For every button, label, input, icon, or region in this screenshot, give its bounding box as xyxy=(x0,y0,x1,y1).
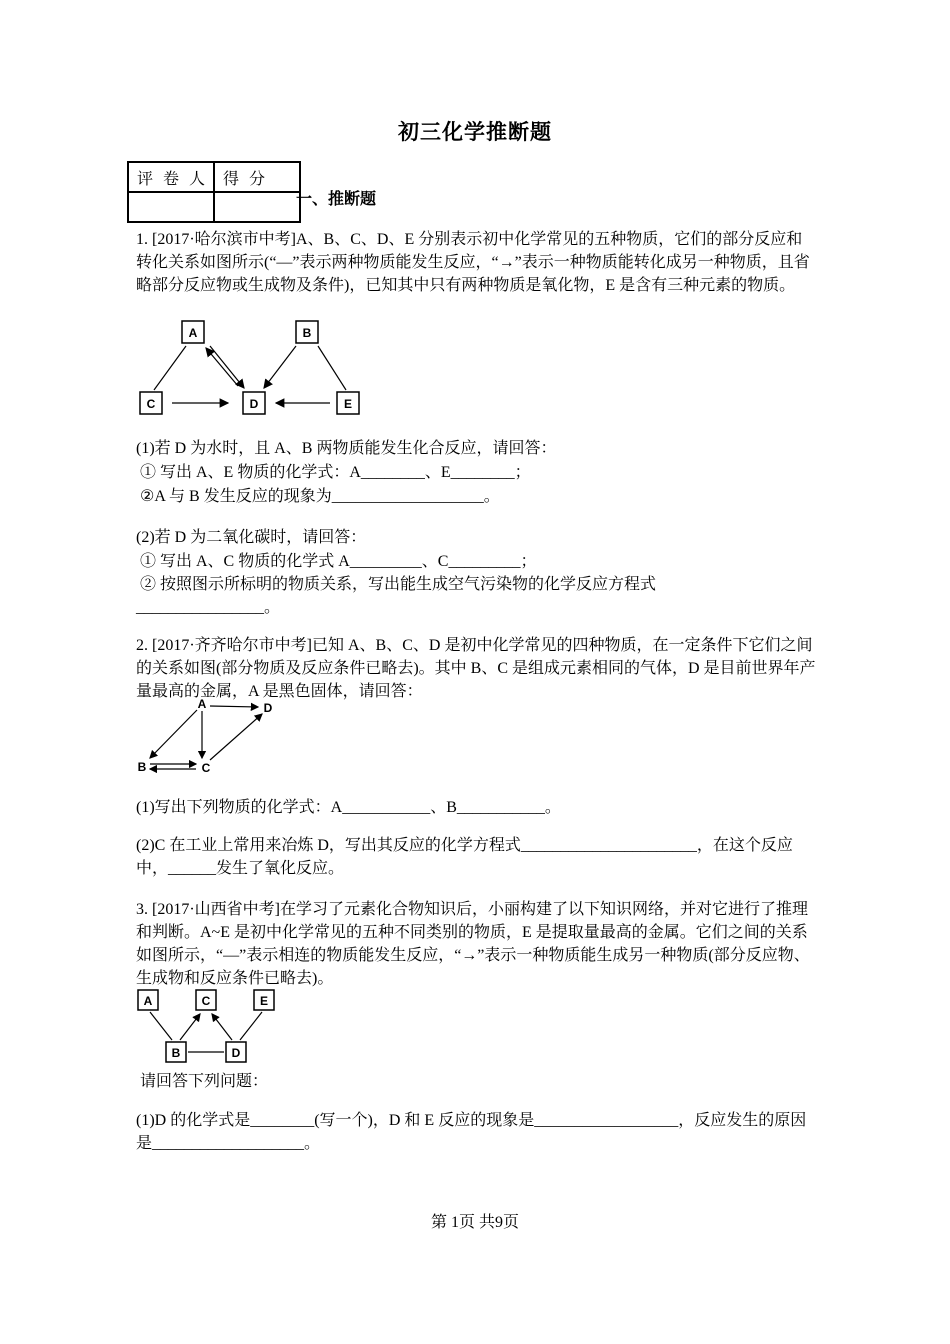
q2-diagram xyxy=(132,696,282,778)
q1-edge-d-a xyxy=(206,348,238,386)
q2-node-c: C xyxy=(201,761,211,775)
score-table xyxy=(127,161,301,223)
svg-text:D: D xyxy=(231,1046,241,1060)
q3-node-e xyxy=(254,990,274,1010)
q3-edge-d-c xyxy=(212,1014,232,1040)
q1-node-a xyxy=(182,321,204,343)
q1-edge-b-e xyxy=(318,346,346,390)
q2-edge-a-d xyxy=(210,706,258,707)
svg-text:B: B xyxy=(302,326,312,340)
q2-edge-c-d xyxy=(210,714,262,760)
score-label: 得 分 xyxy=(214,162,300,192)
q1-edge-a-d xyxy=(210,346,244,388)
q1-node-e xyxy=(337,392,359,414)
q2-part1: (1)写出下列物质的化学式：A___________、B___________。 xyxy=(136,799,561,816)
q2-part2: (2)C 在工业上常用来冶炼 D，写出其反应的化学方程式______________________，在这个反应中，______发生了氧化反应。 xyxy=(136,837,793,877)
q2-edge-a-b xyxy=(150,710,197,758)
q1-intro: 1. [2017·哈尔滨市中考]A、B、C、D、E 分别表示初中化学常见的五种物质，它们的部分反应和转化关系如图所示(“—”表示两种物质能发生反应，“→”表示一种物质能转化成另一种物质，且省略部分反应物或生成物及条件)，已知其中只有两种物质是氧化物，E 是含有三种元素的物质。 xyxy=(136,231,810,294)
q1-node-c xyxy=(140,392,162,414)
q1-diagram xyxy=(130,316,370,421)
grader-label: 评 卷 人 xyxy=(128,162,214,192)
q1-part2-head: (2)若 D 为二氧化碳时，请回答： xyxy=(136,529,367,546)
q1-part1-b: ②A 与 B 发生反应的现象为___________________。 xyxy=(136,488,500,505)
svg-text:D: D xyxy=(249,397,259,411)
q1-part1-a: ① 写出 A、E 物质的化学式：A________、E________； xyxy=(136,464,531,481)
q3-intro: 3. [2017·山西省中考]在学习了元素化合物知识后，小丽构建了以下知识网络，并对它进行了推理和判断。A~E 是初中化学常见的五种不同类别的物质，E 是提取量最高的金属。它们之间的关系如图所示，“—”表示相连的物质能发生反应，“→”表示一种物质能生成另一种物质(部分反应物、生成物和反应条件已略去)。 xyxy=(136,901,810,987)
q2-node-d: D xyxy=(263,701,273,715)
q3-node-d xyxy=(226,1042,246,1062)
q1-node-d xyxy=(243,392,265,414)
page-title: 初三化学推断题 xyxy=(398,120,552,144)
q3-node-a xyxy=(138,990,158,1010)
svg-text:A: A xyxy=(188,326,198,340)
q3-edge-b-c xyxy=(180,1014,200,1040)
q1-part2-c: ________________。 xyxy=(136,599,281,616)
q2-intro: 2. [2017·齐齐哈尔市中考]已知 A、B、C、D 是初中化学常见的四种物质，在一定条件下它们之间的关系如图(部分物质及反应条件已略去)。其中 B、C 是组成元素相同的气体，D 是目前世界年产量最高的金属，A 是黑色固体，请回答： xyxy=(136,637,816,700)
q2-node-a: A xyxy=(197,697,207,711)
svg-text:B: B xyxy=(171,1046,181,1060)
q3-edge-d-e xyxy=(240,1012,262,1040)
grader-cell[interactable] xyxy=(128,192,214,222)
q3-part1: (1)D 的化学式是________(写一个)，D 和 E 反应的现象是__________________，反应发生的原因是___________________。 xyxy=(136,1112,807,1152)
svg-text:C: C xyxy=(146,397,156,411)
section-heading: 一、推断题 xyxy=(296,191,377,208)
score-cell[interactable] xyxy=(214,192,300,222)
q3-node-b xyxy=(166,1042,186,1062)
svg-text:C: C xyxy=(201,994,211,1008)
q3-node-c xyxy=(196,990,216,1010)
q1-part2-b: ② 按照图示所标明的物质关系，写出能生成空气污染物的化学反应方程式 xyxy=(136,576,657,593)
q1-part1-head: (1)若 D 为水时，且 A、B 两物质能发生化合反应，请回答： xyxy=(136,440,557,457)
q3-prompt: 请回答下列问题： xyxy=(136,1073,269,1090)
q1-edge-a-c xyxy=(154,346,186,390)
svg-text:A: A xyxy=(143,994,153,1008)
q1-part2-a: ① 写出 A、C 物质的化学式 A_________、C_________； xyxy=(136,553,537,570)
svg-text:E: E xyxy=(343,397,353,411)
q2-node-b: B xyxy=(137,760,147,774)
page-footer: 第 1页 共9页 xyxy=(430,1214,519,1231)
q1-node-b xyxy=(296,321,318,343)
q3-edge-a-b xyxy=(150,1012,172,1040)
svg-text:E: E xyxy=(259,994,269,1008)
q1-edge-b-d xyxy=(264,346,296,388)
q3-diagram xyxy=(132,986,282,1066)
